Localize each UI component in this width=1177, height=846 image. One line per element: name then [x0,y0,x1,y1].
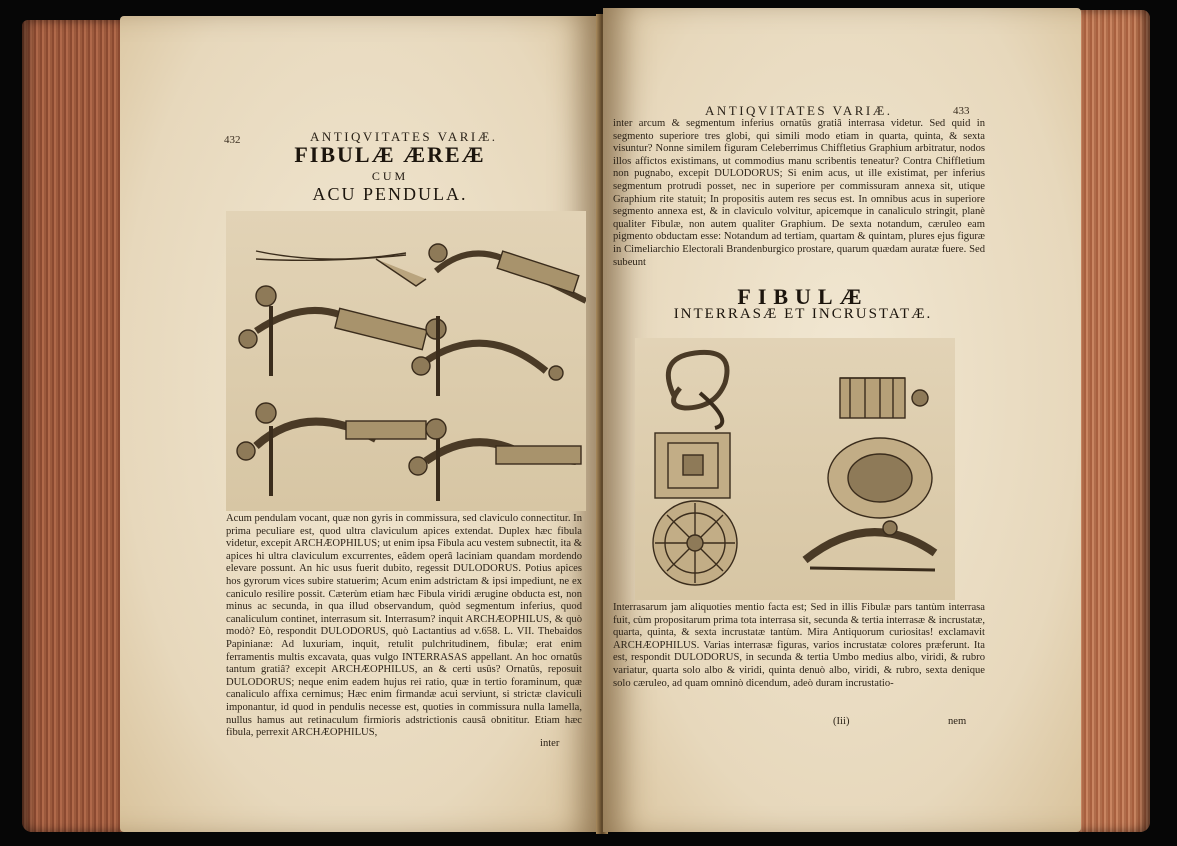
left-running-head: ANTIQVITATES VARIÆ. [310,129,498,144]
left-catchword: inter [540,738,560,749]
left-page [120,16,600,832]
incrusted-fibulae-engraving [635,338,955,600]
right-catchword: nem [948,716,967,727]
left-page-number: 432 [224,134,241,146]
right-page-edges [1078,10,1150,832]
right-body-text-top: inter arcum & segmentum inferius ornatûs gratiâ interrasa videtur. Sed quid in segmento superiore tres globi, qui simili modo etiam in quarta, quinta, & sexta visuntur? Nonne similem figuram Celeberrimus Chiffletius Graphium arbitratur, nodos illos affictos existimans, ut commodius manu scribentis teneatur? Contra Chiffletium non pugnabo, excepit DULODORUS; Si enim acus, ut ille existimat, per inferius segmentum protrudi posset, nec in superiore per commissuram annexa sit, utique Graphium rite statuit; In propositis autem res secus est. In omnibus acus in superiore segmento annexa est, & in claviculo volvitur, apicemque in canaliculo stringit, planè qualiter Fibulæ, non autem qualiter Graphium. De sexta notandum, cæruleo eam pigmento obductam esse: Notandum ad tertiam, quartam & quintam, plures ejus figuræ in Cimeliarchio Electorali Brandenburgico prostare, quarum quædam auratæ fuere. Sed subeunt [613,118,985,268]
left-title-cum: CUM [371,169,409,183]
left-title: FIBULÆ ÆREÆ [294,142,486,167]
incrusted-fibulae-plate [635,338,955,600]
right-page-number: 433 [953,105,970,117]
fibulae-engraving [226,211,586,511]
right-title: FIBULÆ [737,284,869,309]
fibulae-engraving-plate [226,211,586,511]
left-body-text: Acum pendulam vocant, quæ non gyris in commissura, sed claviculo connectitur. In prima peculiare est, quod ultra claviculum apices extendat. Duplex hæc fibula videtur, excepit ARCHÆOPHILUS; ut enim ipsa Fibula acu vestem subnectit, ita & apices hi ultra claviculum excurrentes, eâdem operâ laciniam quandam mordendo elevare possunt. An hic usus fuerit dubito, regessit DULODORUS. Potius apices hos gyrorum vices subire statuerim; Acum enim adstrictam & ipsi impediunt, ne ex caniculo resilire possit. Cæterùm etiam hæc Fibula viridi ærugine obducta est, non minus ac secunda, in qua illud observandum, quòd segmentum inferius, quod canaliculum continet, interrasum sit. Interrasum? inquit ARCHÆOPHILUS, & quò modò? Eò, respondit DULODORUS, quò Lactantius ad v.658. L. VII. Thebaidos Papinianæ: Ad luxuriam, inquit, retulit pulchritudinem, fibulæ; erat enim ferramentis multis excavata, quas vulgo INTERRASAS appellant. An hoc ornatûs tantum gratiâ? excepit ARCHÆOPHILUS, an & certi usûs? Ornatûs, reposuit DULODORUS; neque enim eadem hujus rei ratio, quæ in tertio foraminum, quæ canaliculo affixa cernimus; Hæc enim firmandæ acui serviunt, si strictæ claviculi imponantur, id quod in pendulis necesse est, quoties in commissura nulla lamella, nullus hamus aut retinaculum firmioris adstrictionis causâ obnititur. Etiam hæc fibula, perrexit ARCHÆOPHILUS, [226,513,582,739]
left-page-edges [22,20,130,832]
right-subtitle: INTERRASÆ ET INCRUSTATÆ. [673,306,933,322]
right-running-head: ANTIQVITATES VARIÆ. [705,103,893,118]
right-signature-mark: (Iii) [833,716,850,727]
right-page [603,8,1081,832]
left-subtitle: ACU PENDULA. [312,184,468,204]
right-body-text-bottom: Interrasarum jam aliquoties mentio facta est; Sed in illis Fibulæ pars tantùm interrasa fuit, cùm propositarum prima tota interrasa sit, secunda & tertia interrasæ & incrustatæ, quarta, quinta, & sexta incrustatæ tantùm. Mira Antiquorum curiositas! exclamavit ARCHÆOPHILUS. Varias interrasæ figuras, varios incrustatæ colores præferunt. Ita est, respondit DULODORUS, in secunda & tertia Umbo medius albo, viridi, & rubro variatur, quarta solo albo & viridi, quinta denuò albo, viridi, & rubro, sexta denique solo cæruleo, ad quam omninò dicendum, adeò duram incrustatio- [613,602,985,689]
